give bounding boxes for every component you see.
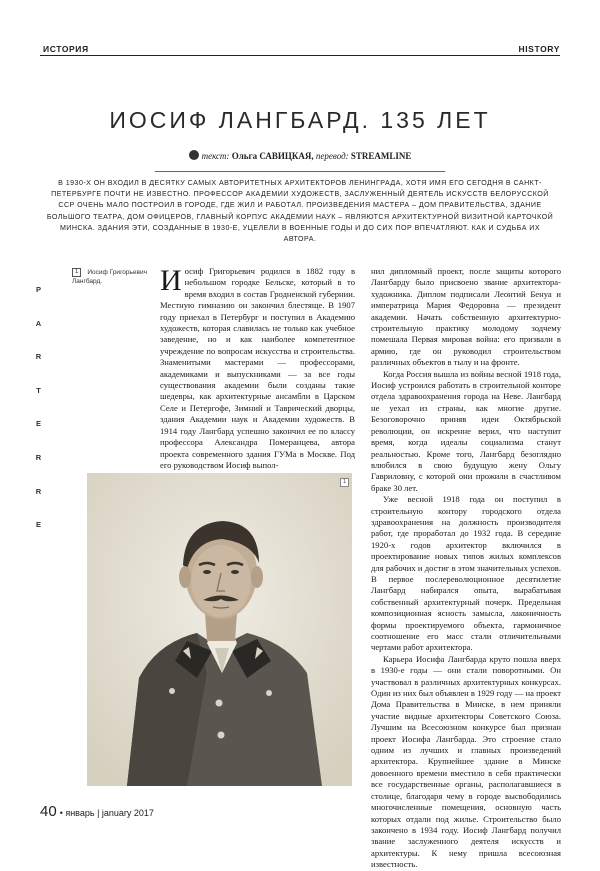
text-column-2 [371, 266, 561, 871]
side-letter: A [35, 318, 42, 328]
side-letter: E [35, 419, 41, 429]
paragraph [160, 266, 355, 471]
byline-text-label: текст: [201, 151, 230, 161]
section-label-en: HISTORY [518, 44, 560, 54]
section-label: ИСТОРИЯ [43, 44, 89, 54]
caption-text: Иосиф Григорьевич Лангбард. [72, 269, 147, 285]
paragraph: Когда Россия вышла из войны весной 1918 года, Иосиф устроился работать в строительной конторе отдела здравоохранения города на Неве. Лангбард не уехал из страны, как многие другие. Безоговорочно приняв идеи Октябрьской революции, он искренне верил, что наступит время, когда идеалы социализма станут реальностью. Кроме того, Лангбард безоглядно влюбился в свою будущую жену Ольгу Гавриловну, с которой они прожили в счастливом браке 30 лет. [371, 368, 561, 493]
caption-number: 1 [72, 268, 81, 277]
side-letter: R [35, 486, 42, 496]
side-letter: R [35, 452, 42, 462]
portrait-illustration [87, 473, 352, 786]
photo-number: 1 [340, 478, 349, 487]
issue-date: • январь | january 2017 [59, 808, 154, 818]
text-column-1 [160, 266, 355, 471]
portrait-photo [87, 473, 352, 786]
lead-divider [155, 171, 445, 172]
page-number: 40 [40, 803, 57, 820]
header-rule [40, 55, 560, 56]
side-letter: T [36, 385, 41, 395]
byline-translation-label: перевод: [315, 151, 349, 161]
side-letter: R [35, 352, 42, 362]
side-logo-parterre [34, 285, 43, 554]
article-title: ИОСИФ ЛАНГБАРД. 135 ЛЕТ [109, 107, 491, 134]
drop-cap: И [160, 264, 182, 297]
paragraph: Уже весной 1918 года он поступил в строительную контору городского отдела здравоохранения на должность производителя работ, где проработал до 1932 года. В середине 1920-х годов архитектор включился в проектирование новых типов жилых комплексов для рабочих и достиг в этом значительных успехов. В первое послереволюционное десятилетие Лангбард набирался опыта, вырабатывая собственный архитектурный почерк. Предельная композиционная ясность замысла, лаконичность формы проектируемого объекта, гармоничное соотношение его масс стали отличительными чертами работ архитектора. [371, 494, 561, 653]
byline-translator: STREAMLINE [350, 151, 412, 161]
article-lead: В 1930-Х ОН ВХОДИЛ В ДЕСЯТКУ САМЫХ АВТОРИТЕТНЫХ АРХИТЕКТОРОВ ЛЕНИНГРАДА, ХОТЯ ИМЯ ЕГО СЕГОДНЯ В САНКТ-ПЕТЕРБУРГЕ ПОЧТИ НЕ ИЗВЕСТНО. ПРОФЕССОР АКАДЕМИИ ХУДОЖЕСТВ, ЗАСЛУЖЕННЫЙ ДЕЯТЕЛЬ ИСКУССТВ БЕЛОРУССКОЙ ССР ОЧЕНЬ МАЛО ПОСТРОИЛ В ГОРОДЕ, ГДЕ ЖИЛ И РАБОТАЛ. ПРОИЗВЕДЕНИЯ МАСТЕРА – ДОМ ПРАВИТЕЛЬСТВА, ЗДАНИЕ БОЛЬШОГО ТЕАТРА, ДОМ ОФИЦЕРОВ, ГЛАВНЫЙ КОРПУС АКАДЕМИИ НАУК – ЯВЛЯЮТСЯ АРХИТЕКТУРНОЙ ВИЗИТНОЙ КАРТОЧКОЙ МИНСКА. ЗДАНИЯ ЭТИ, СОЗДАННЫЕ В 1930-Е, УЦЕЛЕЛИ В ВОЕННЫЕ ГОДЫ И ДО СИХ ПОР ВПЕЧАТЛЯЮТ. КАК И СУДЬБА ИХ АВТОРА. [46, 179, 554, 244]
text-icon [189, 150, 199, 160]
paragraph-text: осиф Григорьевич родился в 1882 году в небольшом городке Бельске, который в то время входил в состав Гродненской губернии. Местную гимназию он закончил блестяще. В 1907 году приехал в Петербург и поступил в Академию художеств, которая славилась не только как учебное заведение, но и как наиболее компетентное учреждение по вопросам искусства и строительства. Знаменитыми мастерами — профессорами, академиками и выпускниками — за все годы существования академии были созданы такие шедевры, как архитектурные ансамбли в Царском Селе и Петергофе, Зимний и Таврический дворцы, здания Академии наук и Академии художеств. В 1914 году Лангбард успешно закончил ее по классу профессора Александра Померанцева, автора проекта современного здания ГУМа в Москве. Под его руководством Иосиф выпол- [160, 266, 355, 470]
photo-caption [72, 268, 152, 286]
side-letter: E [35, 520, 41, 530]
paragraph: Карьера Иосифа Лангбарда круто пошла вверх в 1930-е годы — они стали поворотными. Он участвовал в различных архитектурных конкурсах. Один из них был объявлен в 1929 году — на проект Дома Правительства в Минске, в нем приняли участие видные архитекторы Советского Союза. Лучшим на Всесоюзном конкурсе был признан проект Иосифа Лангбарда. Это строение стало одним из лучших и главных произведений архитектора. Крупнейшее здание в Минске довоенного времени вместило в себя практически все государственные органы, располагавшиеся в столице, благодаря чему в городе высвободились многочисленные помещения, основную часть которых отдали под жилье. Строительство было закончено в 1934 году. Иосиф Лангбард получил звание заслуженного деятеля искусств и архитектуры. К нему пришла всесоюзная известность. [371, 653, 561, 870]
paragraph: нил дипломный проект, после защиты которого Лангбарду было присвоено звание архитектора-художника. Диплом подписали Леонтий Бенуа и императрица Мария Федоровна — президент академии. Начать собственную архитектурно-строительную практику молодому зодчему помешала Первая мировая война: его призвали в армию, где он руководил строительством различных объектов в тылу и на фронте. [371, 266, 561, 368]
page-footer [40, 803, 154, 820]
byline-author: Ольга САВИЦКАЯ, [231, 151, 314, 161]
side-letter: P [35, 285, 41, 294]
byline [40, 150, 560, 161]
